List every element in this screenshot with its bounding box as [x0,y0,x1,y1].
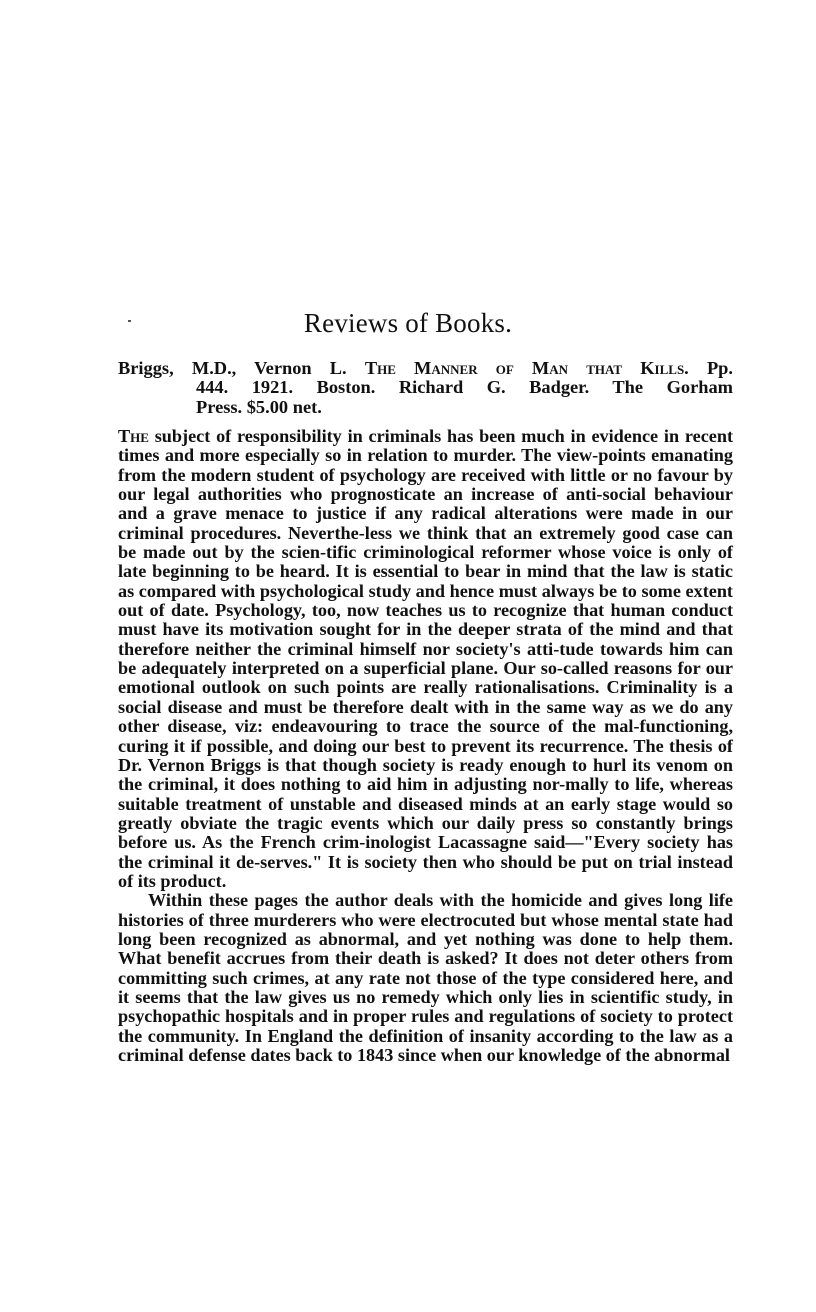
citation-author: Briggs, M.D., Vernon L. [118,358,347,378]
citation-line-2: 444. 1921. Boston. Richard G. Badger. The Gorham [196,377,733,398]
citation-title: The Manner of Man that Kills. [364,358,689,378]
section-heading: Reviews of Books. [303,308,513,338]
review-paragraph-1 [118,427,733,891]
citation-line-3: Press. $5.00 net. [196,396,322,417]
review-body [118,427,733,1065]
review-paragraph-2: Within these pages the author deals with the homicide and gives long life histories of three murderers who were electrocuted but whose mental state had long been recognized as abnormal, and yet nothing was done to help them. What benefit accrues from their death is asked? It does not deter others from committing such crimes, at any rate not those of the type considered here, and it seems that the law gives us no remedy which only lies in scientific study, in psychopathic hospitals and in proper rules and regulations of society to protect the community. In England the definition of insanity according to the law as a criminal defense dates back to 1843 since when our knowledge of the abnormal [118,890,733,1065]
paragraph-lead-word: The [118,426,149,446]
book-citation [118,359,733,417]
citation-line-1 [118,359,733,378]
citation-pages-label: Pp. [706,358,733,378]
paragraph-1-text: subject of responsibility in criminals has been much in evidence in recent times and more especially so in relation to murder. The view-points emanating from the modern student of psychology are received with little or no favour by our legal authorities who prognosticate an increase of anti-social behaviour and a grave menace to justice if any radical alterations were made in our criminal procedures. Neverthe-less we think that an extremely good case can be made out by the scien-tific criminological reformer whose voice is only of late beginning to be heard. It is essential to bear in mind that the law is static as compared with psychological study and hence must always be to some extent out of date. Psychology, too, now teaches us to recognize that human conduct must have its motivation sought for in the deeper strata of the mind and that therefore neither the criminal himself nor society's atti-tude towards him can be adequately interpreted on a superficial plane. Our so-called reasons for our emotional outlook on such points are really rationalisations. Criminality is a social disease and must be therefore dealt with in the same way as we do any other disease, viz: endeavouring to trace the source of the mal-functioning, curing it if possible, and doing our best to prevent its recurrence. The thesis of Dr. Vernon Briggs is that though society is ready enough to hurl its venom on the criminal, it does nothing to aid him in adjusting nor-mally to life, whereas suitable treatment of unstable and diseased minds at an early stage would so greatly obviate the tragic events which our daily press so constantly brings before us. As the French crim-inologist Lacassagne said—"Every society has the criminal it de-serves." It is society then who should be put on trial instead of its product. [118,426,734,891]
